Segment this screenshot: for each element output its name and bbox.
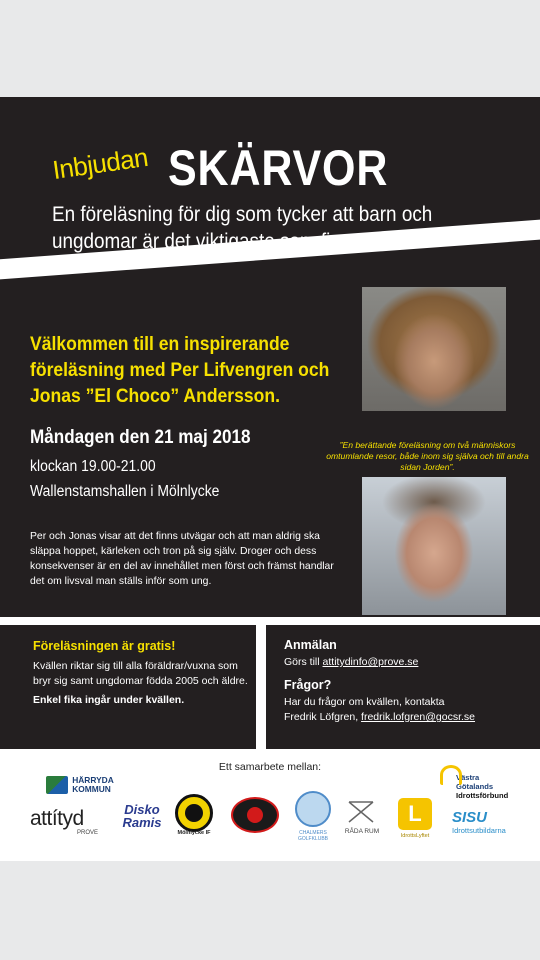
harryda-kommun-logo xyxy=(30,772,130,798)
event-title: SKÄRVOR xyxy=(168,140,389,196)
attityd-logo xyxy=(30,807,100,837)
registration-heading: Anmälan xyxy=(284,638,337,652)
speaker-photo-jonas xyxy=(362,477,506,615)
attityd-sub: PROVE xyxy=(76,830,98,836)
vastra-gotalands-idrottsforbund-logo xyxy=(440,765,515,800)
attityd-wordmark: attítyd xyxy=(30,807,84,830)
free-info-box xyxy=(0,625,256,749)
welcome-text: Välkommen till en inspirerande föreläsning med Per Lifvengren och Jonas ”El Choco” Andersson. xyxy=(30,333,330,407)
emblem-icon xyxy=(247,807,263,823)
rada-rum-icon xyxy=(346,799,376,825)
header-band xyxy=(0,97,540,617)
chalmers-caption: CHALMERS GOLFKLUBB xyxy=(297,830,328,842)
harryda-line1: HÄRRYDA xyxy=(72,775,114,785)
registration-prefix: Görs till xyxy=(284,656,323,668)
idrottslyftet-logo xyxy=(398,798,432,830)
partners-intro: Ett samarbete mellan: xyxy=(218,761,322,773)
sisu-wordmark: SISU xyxy=(452,808,488,826)
idrottslyftet-mark: L xyxy=(408,801,422,826)
harryda-emblem-icon xyxy=(46,776,68,794)
vg-line2: Idrottsförbund xyxy=(456,790,509,800)
harryda-line2: KOMMUN xyxy=(72,784,111,794)
disko-logo xyxy=(120,797,164,835)
event-subtitle: En föreläsning för dig som tycker att barn och ungdomar är det viktigaste som finns! xyxy=(52,203,433,253)
idrottslyftet-caption: IdrottsLyftet xyxy=(400,833,430,839)
event-time: klockan 19.00-21.00 xyxy=(30,458,156,475)
rada-rum-caption: RÅDA RUM xyxy=(344,828,380,835)
disko-line2: Ramis xyxy=(122,815,162,830)
contact-name: Fredrik Löfgren, xyxy=(284,711,362,723)
bee-emblem-icon xyxy=(185,804,203,822)
description: Per och Jonas visar att det finns utvägar och att man aldrig ska släppa hoppet, kärleken och tron på sig själv. Droger och dess konsekvenser är en del av innehållet men först och främst handlar det om livsval man ställs inför som ung. xyxy=(30,531,334,587)
fika-text: Enkel fika ingår under kvällen. xyxy=(33,694,185,706)
vg-line1: Västra Götalands xyxy=(456,772,494,791)
disko-line1: Disko xyxy=(124,802,160,817)
invite-label: Inbjudan xyxy=(50,141,150,186)
event-date: Måndagen den 21 maj 2018 xyxy=(30,427,251,448)
questions-text: Har du frågor om kvällen, kontakta xyxy=(284,696,445,708)
molnlycke-if-logo xyxy=(175,794,213,832)
questions-heading: Frågor? xyxy=(284,678,332,692)
sisu-sub: Idrottsutbildarna xyxy=(452,825,506,835)
club-emblem-logo xyxy=(231,797,279,833)
poster xyxy=(0,97,540,861)
audience-text: Kvällen riktar sig till alla föräldrar/vuxna som bryr sig samt ungdomar födda 2005 och äldre. xyxy=(33,660,248,687)
registration-email-link[interactable]: attitydinfo@prove.se xyxy=(322,656,419,668)
speaker-photo-per xyxy=(362,287,506,411)
quote: ”En berättande föreläsning om två människors omtumlande resor, både inom sig själva och till andra sidan Jorden”. xyxy=(326,440,529,472)
arch-icon xyxy=(440,765,462,785)
sisu-logo xyxy=(452,807,522,837)
contact-box xyxy=(266,625,540,749)
event-place: Wallenstamshallen i Mölnlycke xyxy=(30,483,220,500)
chalmers-golfklubb-logo xyxy=(295,791,331,827)
molnlycke-if-caption: Mölnlycke IF xyxy=(177,830,211,836)
free-heading: Föreläsningen är gratis! xyxy=(33,639,176,653)
contact-email-link[interactable]: fredrik.lofgren@gocsr.se xyxy=(361,711,476,723)
rada-rum-logo xyxy=(344,797,378,827)
